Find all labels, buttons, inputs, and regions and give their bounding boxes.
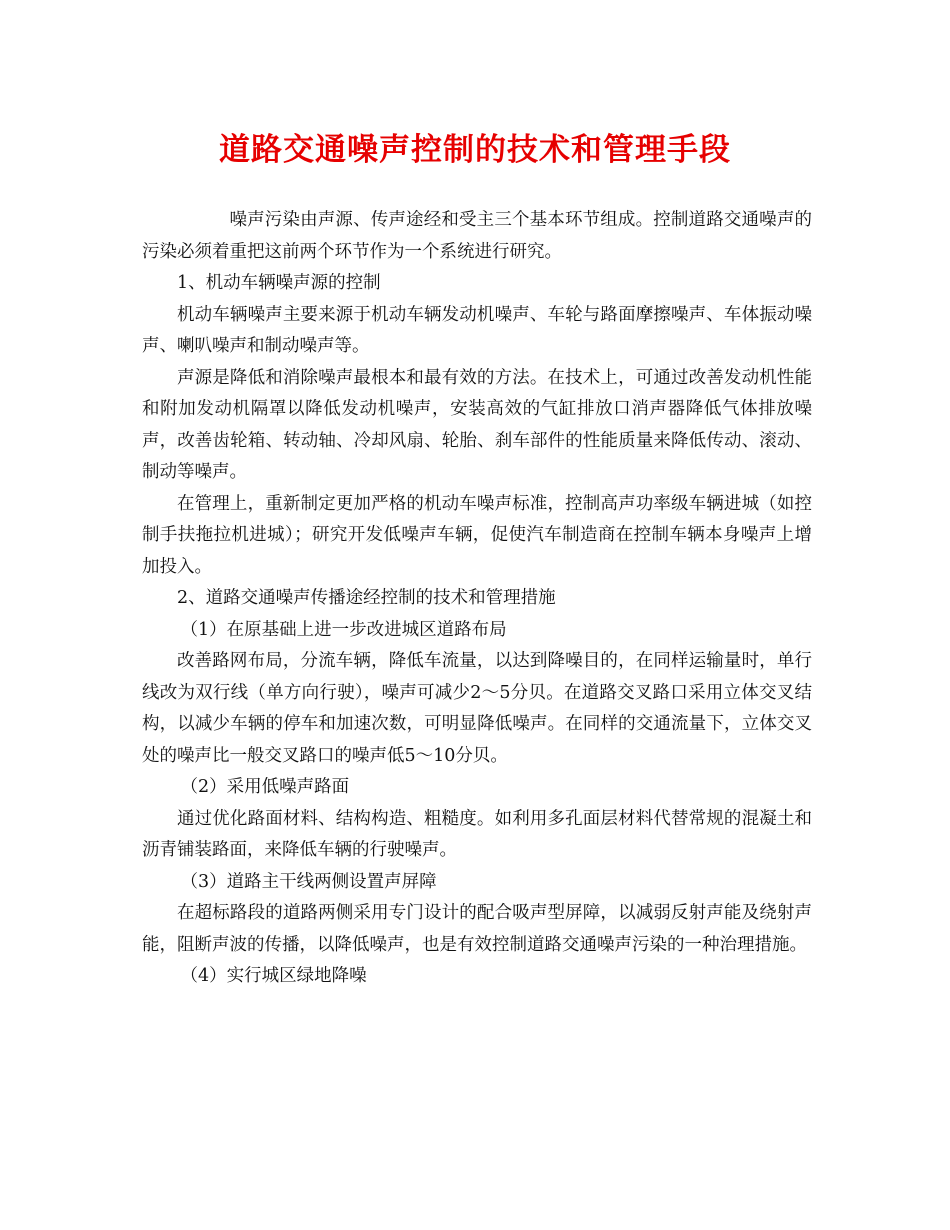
- paragraph-management-measures: 在管理上，重新制定更加严格的机动车噪声标准，控制高声功率级车辆进城（如控制手扶拖拉机进城）；研究开发低噪声车辆，促使汽车制造商在控制车辆本身噪声上增加投入。: [142, 493, 812, 577]
- subheading-3: （3）道路主干线两侧设置声屏障: [180, 871, 437, 892]
- subheading-1: （1）在原基础上进一步改进城区道路布局: [180, 619, 507, 640]
- paragraph-low-noise-pavement: 通过优化路面材料、结构构造、粗糙度。如利用多孔面层材料代替常规的混凝土和沥青铺装路面，来降低车辆的行驶噪声。: [142, 808, 812, 860]
- subheading-4: （4）实行城区绿地降噪: [180, 966, 367, 986]
- section-heading-1: 1、机动车辆噪声源的控制: [177, 273, 381, 293]
- document-title: 道路交通噪声控制的技术和管理手段: [219, 132, 731, 168]
- paragraph-road-layout: 改善路网布局，分流车辆，降低车流量，以达到降噪目的，在同样运输量时，单行线改为双行线（单方向行驶），噪声可减少2～5分贝。在道路交叉路口采用立体交叉结构，以减少车辆的停车和加速次数，可明显降低噪声。在同样的交通流量下，立体交叉处的噪声比一般交叉路口的噪声低5～10分贝。: [142, 651, 812, 766]
- section-heading-2: 2、道路交通噪声传播途经控制的技术和管理措施: [177, 588, 556, 608]
- paragraph-technical-measures: 声源是降低和消除噪声最根本和最有效的方法。在技术上，可通过改善发动机性能和附加发动机隔罩以降低发动机噪声，安装高效的气缸排放口消声器降低气体排放噪声，改善齿轮箱、转动轴、冷却风扇、轮胎、刹车部件的性能质量来降低传动、滚动、制动等噪声。: [142, 367, 812, 482]
- paragraph-noise-sources: 机动车辆噪声主要来源于机动车辆发动机噪声、车轮与路面摩擦噪声、车体振动噪声、喇叭噪声和制动噪声等。: [142, 304, 812, 356]
- paragraph-intro: 噪声污染由声源、传声途经和受主三个基本环节组成。控制道路交通噪声的污染必须着重把这前两个环节作为一个系统进行研究。: [142, 210, 812, 262]
- paragraph-sound-barrier: 在超标路段的道路两侧采用专门设计的配合吸声型屏障，以减弱反射声能及绕射声能，阻断声波的传播，以降低噪声，也是有效控制道路交通噪声污染的一种治理措施。: [142, 903, 812, 955]
- document-body: [142, 205, 812, 993]
- subheading-2: （2）采用低噪声路面: [180, 777, 350, 797]
